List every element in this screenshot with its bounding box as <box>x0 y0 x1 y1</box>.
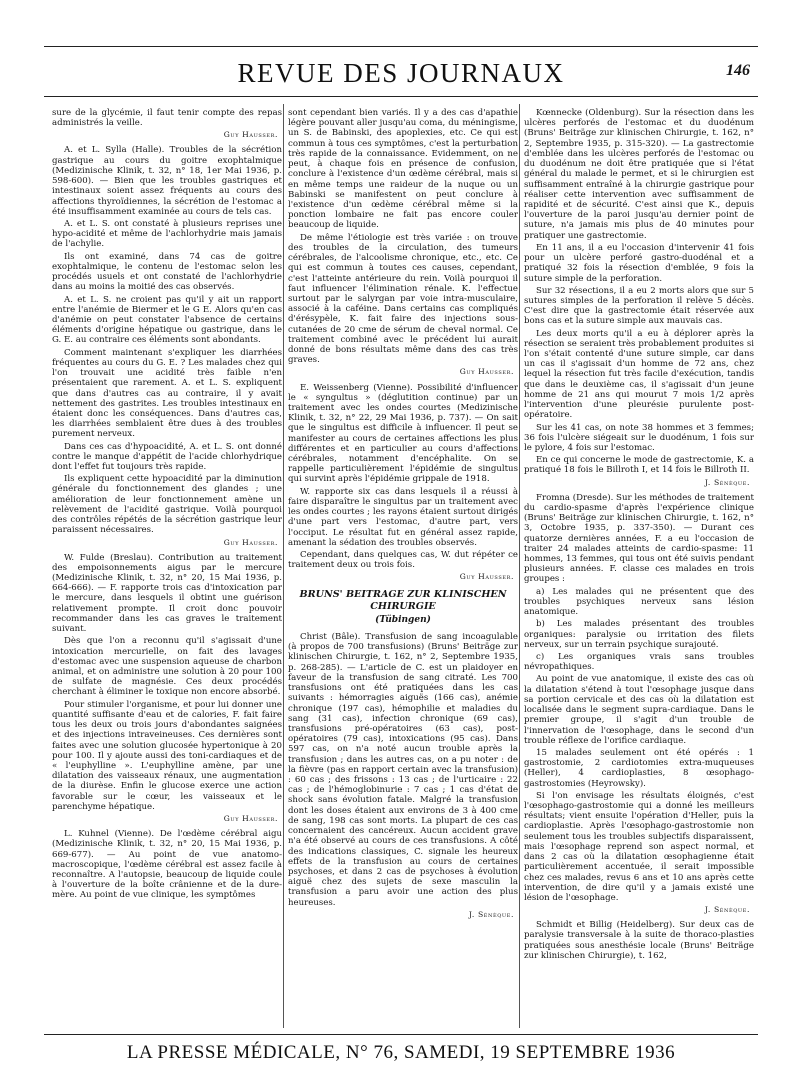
paragraph: L. Kuhnel (Vienne). De l'œdème cérébral aigu (Medizinische Klinik, t. 32, n° 20, 15 Mai 1936, p. 669-677). — Au point de vue anatomo-macroscopique, l'œdème cérébral est assez facile à reconnaître. A l'autopsie, beaucoup de liquide coule à l'ouverture de la boîte crânienne et de la dure-mère. Au point de vue clinique, les symptômes <box>52 829 282 901</box>
footer-rule <box>44 1034 758 1035</box>
paragraph: 15 malades seulement ont été opérés : 1 gastrostomie, 2 cardiotomies extra-muqueuses (Heller), 4 cardioplasties, 8 œsophago-gastrostomies (Heyrowsky). <box>524 747 754 789</box>
column-divider <box>519 104 520 1028</box>
column-1 <box>52 108 282 1028</box>
paragraph: Dans ces cas d'hypoacidité, A. et L. S. ont donné contre le manque d'appétit de l'acide chlorhydrique dont l'effet fut toujours très rapide. <box>52 441 282 473</box>
paragraph: De même l'étiologie est très variée : on trouve des troubles de la circulation, des tumeurs cérébrales, de l'alcoolisme chronique, etc., etc. Ce qui est commun à toutes ces causes, cependant, c'est l'atteinte antérieure du rein. Voilà pourquoi il faut influencer l'élimination rénale. K. l'effectue surtout par le salyrgan par voie intra-musculaire, associé à la caféine. Dans certains cas compliqués d'érésypèle, K. fait faire des injections sous-cutanées de 20 cme de sérum de cheval normal. Ce traitement combiné avec le précédent lui aurait donné de bons résultats même dans des cas très graves. <box>288 232 518 366</box>
signature: J. Sénèque. <box>468 909 514 919</box>
signature: Guy Hausser. <box>459 367 514 377</box>
paragraph: A. et L. S. ne croient pas qu'il y ait un rapport entre l'anémie de Biermer et le G E. Alors qu'en cas d'anémie on peut constater l'absence de certains éléments d'origine hépatique ou gastrique, dans le G. E. au contraire ces éléments sont abondants. <box>52 294 282 346</box>
signature: Guy Hausser. <box>223 537 278 547</box>
paragraph: Pour stimuler l'organisme, et pour lui donner une quantité suffisante d'eau et de calories, F. fait faire tous les deux ou trois jours d'abondantes saignées et des injections intraveineuses. Ces dernières sont faites avec une solution glucosée hypertonique à 20 pour 100. Il y ajoute aussi des toni-cardiaques et de « l'euphylline ». L'euphylline amène, par une dilatation des vaisseaux rénaux, une augmentation de la diurèse. Enfin le glucose exerce une action favorable sur le cœur, les vaisseaux et le parenchyme hépatique. <box>52 699 282 812</box>
signature: Guy Hausser. <box>223 130 278 140</box>
paragraph: Fromna (Dresde). Sur les méthodes de traitement du cardio-spasme d'après l'expérience clinique (Bruns' Beiträge zur klinischen Chirurgie, t. 162, n° 3, Octobre 1935, p. 337-350). — Durant ces quatorze dernières années, F. a eu l'occasion de traiter 24 malades atteints de cardio-spasme: 11 hommes, 13 femmes, qui tous ont été suivis pendant plusieurs années. F. classe ces malades en trois groupes : <box>524 492 754 585</box>
paragraph: Au point de vue anatomique, il existe des cas où la dilatation s'étend à tout l'œsophage jusque dans sa portion cervicale et des cas où la dilatation est localisée dans le segment supra-cardiaque. Dans le premier groupe, il s'agit d'un trouble de l'innervation de l'œsophage, dans le second d'un trouble réflexe de l'orifice cardiaque. <box>524 674 754 746</box>
paragraph: sont cependant bien variés. Il y a des cas d'apathie légère pouvant aller jusqu'au coma, du méningisme, un S. de Babinski, des apoplexies, etc. Ce qui est commun à tous ces symptômes, c'est la perturbation très rapide de la connaissance. Evidemment, on ne peut, à chaque fois en présence de confusion, conclure à l'existence d'un œdème cérébral, mais si en même temps une raideur de la nuque ou un Babinski se manifestent on peut conclure à l'existence d'un œdème cérébral même si la ponction lombaire ne fait pas encore couler beaucoup de liquide. <box>288 108 518 231</box>
top-rule <box>44 46 758 47</box>
paragraph: c) Les organiques vrais sans troubles névropathiques. <box>524 651 754 673</box>
paragraph: Sur les 41 cas, on note 38 hommes et 3 femmes; 36 fois l'ulcère siégeait sur le duodénum, 1 fois sur le pylore, 4 fois sur l'estomac. <box>524 422 754 453</box>
paragraph: A. et L. Sylla (Halle). Troubles de la sécrétion gastrique au cours du goitre exophtalmique (Medizinische Klinik, t. 32, n° 18, 1er Mai 1936, p. 598-600). — Bien que les troubles gastriques et intestinaux soient assez fréquents au cours des affections thyroïdiennes, la sécrétion de l'estomac a été insuffisamment examinée au cours de tels cas. <box>52 145 282 217</box>
paragraph: Ils ont examiné, dans 74 cas de goitre exophtalmique, le contenu de l'estomac selon les procédés usuels et ont constaté de l'achlorhydrie dans au moins la moitié des cas observés. <box>52 251 282 293</box>
paragraph: Kœnnecke (Oldenburg). Sur la résection dans les ulcères perforés de l'estomac et du duodénum (Bruns' Beiträge zur klinischen Chirurgie, t. 162, n° 2, Septembre 1935, p. 315-320). — La gastrectomie d'emblée dans les ulcères perforés de l'estomac ou du duodénum ne doit être pratiquée que si l'état général du malade le permet, et si le chirurgien est suffisamment entraîné à la chirurgie gastrique pour réaliser cette intervention avec suffisamment de rapidité et de sécurité. C'est ainsi que K., depuis l'ouverture de la paroi jusqu'au dernier point de suture, n'a jamais mis plus de 40 minutes pour pratiquer une gastrectomie. <box>524 108 754 241</box>
signature: J. Sénèque. <box>704 905 750 915</box>
column-3 <box>524 108 754 1028</box>
paragraph: Schmidt et Billig (Heidelberg). Sur deux cas de paralysie transversale à la suite de thoraco-plasties pratiquées sous anesthésie locale (Bruns' Beiträge zur klinischen Chirurgie), t. 162, <box>524 920 754 961</box>
section-heading: BRUNS' BEITRAGE ZUR KLINISCHEN CHIRURGIE <box>299 589 507 612</box>
paragraph: En ce qui concerne le mode de gastrectomie, K. a pratiqué 18 fois le Billroth I, et 14 fois le Billroth II. <box>524 455 754 476</box>
paragraph: Ils expliquent cette hypoacidité par la diminution générale du fonctionnement des glandes ; une amélioration de leur fonctionnement amène un relèvement de l'acidité gastrique. Voilà pourquoi des contrôles répétés de la sécrétion gastrique leur paraissent nécessaires. <box>52 474 282 536</box>
page-title: REVUE DES JOURNAUX <box>237 58 565 88</box>
page-footer: LA PRESSE MÉDICALE, N° 76, SAMEDI, 19 SEPTEMBRE 1936 <box>126 1042 676 1063</box>
paragraph: sure de la glycémie, il faut tenir compte des repas administrés la veille. <box>52 108 282 129</box>
paragraph: Cependant, dans quelques cas, W. dut répéter ce traitement deux ou trois fois. <box>288 550 518 571</box>
paragraph: E. Weissenberg (Vienne). Possibilité d'influencer le « syngultus » (déglutition continue) par un traitement avec les ondes courtes (Medizinische Klinik, t. 32, n° 22, 29 Mai 1936, p. 737). — On sait que le singultus est difficile à influencer. Il peut se manifester au cours de certaines affections les plus différentes et en particulier au cours d'affections cérébrales, notamment d'encéphalite. On se rappelle particulièrement l'épidémie de singultus qui survint après l'épidémie grippale de 1918. <box>288 382 518 485</box>
signature: Guy Hausser. <box>223 814 278 824</box>
paragraph: W. Fulde (Breslau). Contribution au traitement des empoisonnements aigus par le mercure (Medizinische Klinik, t. 32, n° 20, 15 Mai 1936, p. 664-666). — F. rapporte trois cas d'intoxication par le mercure, dans lesquels il obtint une guérison relativement prompte. Il croit donc pouvoir recommander dans les cas graves le traitement suivant. <box>52 552 282 635</box>
paragraph: b) Les malades présentant des troubles organiques: paralysie ou irritation des filets nerveux, sur un terrain psychique surajouté. <box>524 619 754 650</box>
column-divider <box>283 104 284 1028</box>
paragraph: Si l'on envisage les résultats éloignés, c'est l'œsophago-gastrostomie qui a donné les meilleurs résultats; vient ensuite l'opération d'Heller, puis la cardioplastie. Après l'œsophago-gastrostomie non seulement tous les troubles subjectifs disparaissent, mais l'œsophage reprend son aspect normal, et dans 2 cas où la dilatation œsophagienne était particulièrement accentuée, il serait impossible chez ces malades, revus 6 ans et 10 ans après cette intervention, de dire qu'il y a jamais existé une lésion de l'œsophage. <box>524 790 754 903</box>
paragraph: W. rapporte six cas dans lesquels il a réussi à faire disparaître le singultus par un traitement avec les ondes courtes ; les rayons étaient surtout dirigés d'une part vers l'estomac, d'autre part, vers l'occiput. Le résultat fut en général assez rapide, amenant la sédation des troubles observés. <box>288 486 518 548</box>
paragraph: A. et L. S. ont constaté à plusieurs reprises une hypo-acidité et même de l'achlorhydrie mais jamais de l'achylie. <box>52 219 282 250</box>
signature: Guy Hausser. <box>459 572 514 582</box>
paragraph: Christ (Bâle). Transfusion de sang incoagulable (à propos de 700 transfusions) (Bruns' Beiträge zur klinischen Chirurgie, t. 162, n° 2, Septembre 1935, p. 268-285). — L'article de C. est un plaidoyer en faveur de la transfusion de sang citraté. Les 700 transfusions ont été pratiquées dans les cas suivants : hémorragies aiguës (166 cas), anémie chronique (197 cas), hémophilie et maladies du sang (31 cas), infection chronique (69 cas), transfusions pré-opératoires (63 cas), post-opératoires (79 cas), intoxications (95 cas). Dans 597 cas, on n'a noté aucun trouble après la transfusion ; dans les autres cas, on a pu noter : de la fièvre (pas en rapport certain avec la transfusion) : 60 cas ; des frissons : 13 cas ; de l'urticaire : 22 cas ; de l'hémoglobinurie : 7 cas ; 1 cas d'état de shock sans évolution fatale. Malgré la transfusion dont les doses étaient aux environs de 3 à 400 cme de sang, 198 cas sont morts. La plupart de ces cas concernaient des cancéreux. Aucun accident grave n'a été observé au cours de ces transfusions. A côté des indications classiques, C. signale les heureux effets de la transfusion au cours de certaines psychoses, et dans 2 cas de psychoses à évolution aiguë chez des sujets de sexe masculin la transfusion a paru avoir une action des plus heureuses. <box>288 631 518 908</box>
column-2 <box>288 108 518 1028</box>
signature: J. Sénèque. <box>704 477 750 487</box>
paragraph: Les deux morts qu'il a eu à déplorer après la résection se seraient très probablement produites si l'on s'était contenté d'une suture simple, car dans un cas il s'agissait d'un homme de 72 ans, chez lequel la résection fut très facile d'exécution, tandis que dans le deuxième cas, il s'agissait d'un jeune homme de 21 ans qui mourut 7 mois 1/2 après l'intervention d'une pleurésie purulente post-opératoire. <box>524 328 754 421</box>
paragraph: Sur 32 résections, il a eu 2 morts alors que sur 5 sutures simples de la perforation il relève 5 décès. C'est dire que la gastrectomie était réservée aux bons cas et la suture simple aux mauvais cas. <box>524 285 754 327</box>
paragraph: a) Les malades qui ne présentent que des troubles psychiques nerveux sans lésion anatomique. <box>524 586 754 618</box>
section-subheading: (Tübingen) <box>375 615 431 626</box>
page-number: 146 <box>726 62 750 79</box>
paragraph: En 11 ans, il a eu l'occasion d'intervenir 41 fois pour un ulcère perforé gastro-duodénal et a pratiqué 32 fois la résection d'emblée, 9 fois la suture simple de la perforation. <box>524 242 754 284</box>
paragraph: Dès que l'on a reconnu qu'il s'agissait d'une intoxication mercurielle, on fait des lavages d'estomac avec une suspension aqueuse de charbon animal, et on administre une solution à 20 pour 100 de sulfate de magnésie. Ces deux procédés cherchant à éliminer le toxique non encore absorbé. <box>52 636 282 698</box>
header-rule <box>44 96 758 97</box>
paragraph: Comment maintenant s'expliquer les diarrhées fréquentes au cours du G. E. ? Les malades chez qui l'on trouvait une acidité très faible n'en présentaient que rarement. A. et L. S. expliquent que dans d'autres cas au contraire, il y avait nettement des gastrites. Les troubles intestinaux en étaient donc les conséquences. Dans d'autres cas, les diarrhées semblaient être dues à des troubles purement nerveux. <box>52 347 282 440</box>
